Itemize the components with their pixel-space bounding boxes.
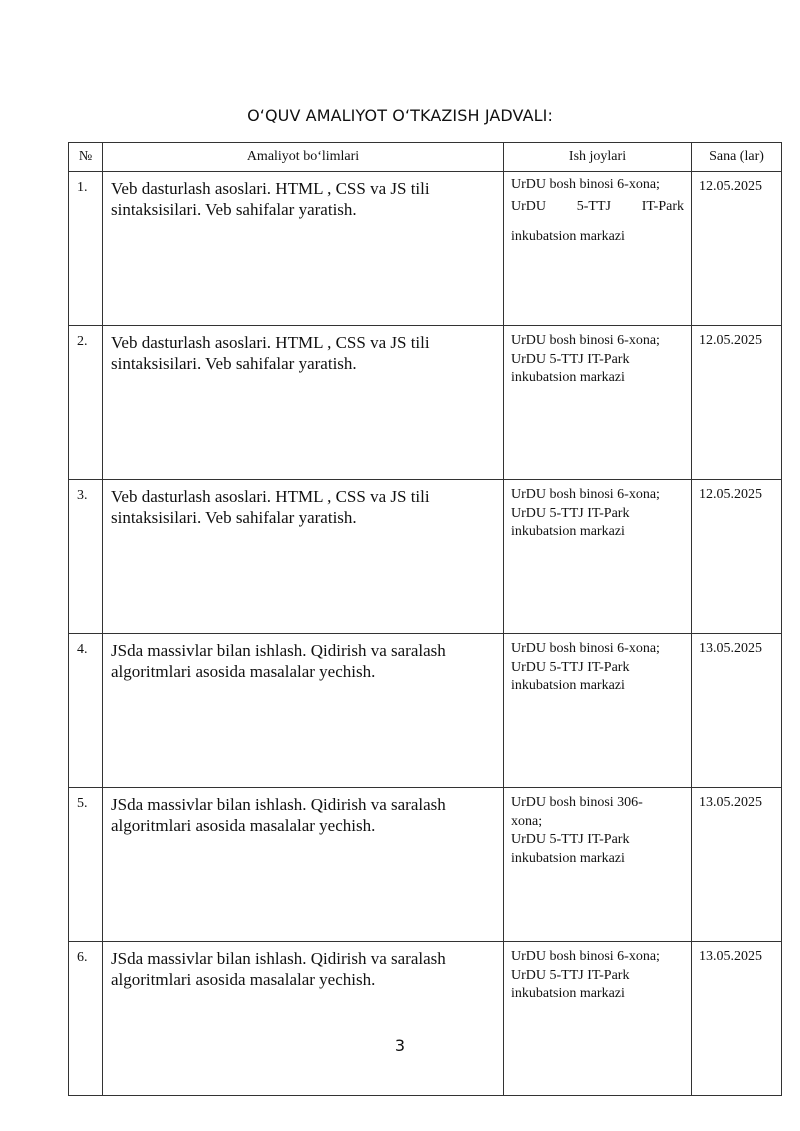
location-line: UrDU bosh binosi 6-xona; bbox=[511, 333, 660, 348]
row-location bbox=[504, 326, 692, 480]
table-row bbox=[69, 480, 782, 634]
table-row bbox=[69, 634, 782, 788]
location-line: xona; bbox=[511, 813, 543, 829]
row-date: 12.05.2025 bbox=[692, 326, 782, 480]
page-number: 3 bbox=[394, 1036, 406, 1055]
row-number: 2. bbox=[69, 326, 103, 480]
row-section: JSda massivlar bilan ishlash. Qidirish va saralash algoritmlari asosida masalalar yechish. bbox=[103, 634, 504, 788]
location-line: inkubatsion markazi bbox=[511, 370, 625, 385]
row-location bbox=[504, 634, 692, 788]
header-workplaces: Ish joylari bbox=[504, 143, 692, 172]
header-sections: Amaliyot bo‘limlari bbox=[103, 143, 504, 172]
row-section: JSda massivlar bilan ishlash. Qidirish va saralash algoritmlari asosida masalalar yechish. bbox=[103, 942, 504, 1096]
table-row bbox=[69, 942, 782, 1096]
row-section: Veb dasturlash asoslari. HTML , CSS va JS tili sintaksisilari. Veb sahifalar yaratish. bbox=[103, 326, 504, 480]
row-number: 4. bbox=[69, 634, 103, 788]
location-line: UrDU bosh binosi 6-xona; bbox=[511, 641, 660, 656]
location-line: UrDU 5-TTJ IT-Park bbox=[511, 199, 684, 214]
location-line: inkubatsion markazi bbox=[511, 524, 625, 539]
location-line: inkubatsion markazi bbox=[511, 850, 625, 866]
row-number: 5. bbox=[69, 788, 103, 942]
table-row bbox=[69, 326, 782, 480]
header-number: № bbox=[69, 143, 103, 172]
location-line: inkubatsion markazi bbox=[511, 229, 625, 244]
row-date: 13.05.2025 bbox=[692, 634, 782, 788]
row-location bbox=[504, 788, 692, 942]
row-date: 12.05.2025 bbox=[692, 480, 782, 634]
table-row bbox=[69, 788, 782, 942]
row-date: 13.05.2025 bbox=[692, 788, 782, 942]
location-line: UrDU bosh binosi 6-xona; bbox=[511, 177, 660, 192]
location-line: inkubatsion markazi bbox=[511, 986, 625, 1001]
location-line: UrDU 5-TTJ IT-Park bbox=[511, 832, 630, 847]
header-dates: Sana (lar) bbox=[692, 143, 782, 172]
row-location bbox=[504, 480, 692, 634]
row-section: Veb dasturlash asoslari. HTML , CSS va JS tili sintaksisilari. Veb sahifalar yaratish. bbox=[103, 480, 504, 634]
row-number: 1. bbox=[69, 172, 103, 326]
row-location bbox=[504, 942, 692, 1096]
table-header-row bbox=[69, 143, 782, 172]
location-line: UrDU 5-TTJ IT-Park bbox=[511, 967, 630, 983]
location-line: UrDU 5-TTJ IT-Park bbox=[511, 351, 630, 367]
row-date: 12.05.2025 bbox=[692, 172, 782, 326]
location-line: UrDU 5-TTJ IT-Park bbox=[511, 659, 630, 675]
row-date: 13.05.2025 bbox=[692, 942, 782, 1096]
practice-schedule-table bbox=[68, 142, 782, 1096]
row-section: Veb dasturlash asoslari. HTML , CSS va JS tili sintaksisilari. Veb sahifalar yaratish. bbox=[103, 172, 504, 326]
location-line: inkubatsion markazi bbox=[511, 678, 625, 693]
page-title: O‘QUV AMALIYOT O‘TKAZISH JADVALI: bbox=[247, 106, 553, 125]
location-line: UrDU bosh binosi 6-xona; bbox=[511, 487, 660, 502]
row-number: 3. bbox=[69, 480, 103, 634]
location-line: UrDU bosh binosi 6-xona; bbox=[511, 949, 660, 964]
location-line: UrDU bosh binosi 306- bbox=[511, 795, 643, 810]
row-location bbox=[504, 172, 692, 326]
row-number: 6. bbox=[69, 942, 103, 1096]
location-line: UrDU 5-TTJ IT-Park bbox=[511, 505, 630, 521]
row-section: JSda massivlar bilan ishlash. Qidirish va saralash algoritmlari asosida masalalar yechish. bbox=[103, 788, 504, 942]
table-row bbox=[69, 172, 782, 326]
